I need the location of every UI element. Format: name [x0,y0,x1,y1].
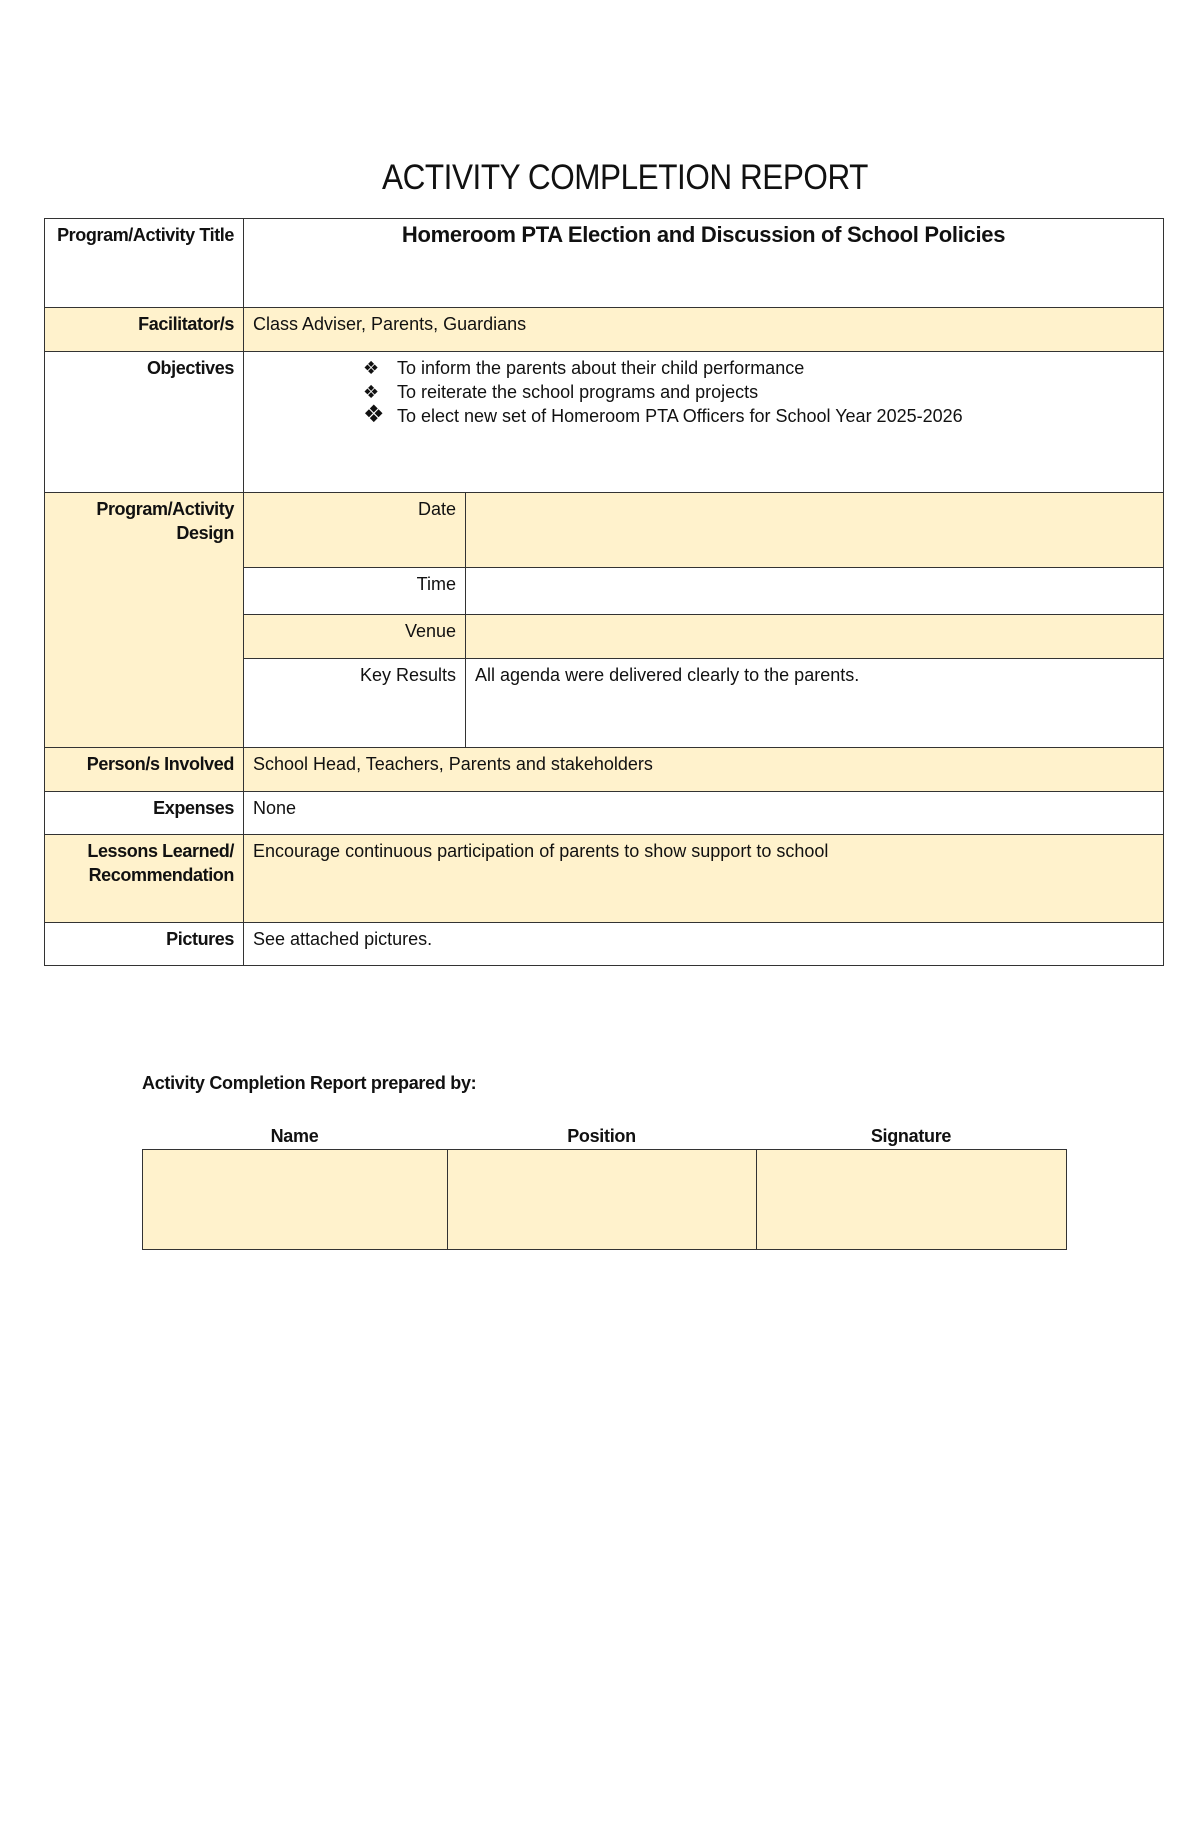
objective-text: To inform the parents about their child performance [397,358,805,378]
signature-field[interactable] [757,1150,1067,1250]
persons-value: School Head, Teachers, Parents and stakeholders [244,748,1164,792]
objectives-label: Objectives [45,352,244,493]
row-lessons [45,835,1164,923]
position-field[interactable] [448,1150,757,1250]
signoff-table [142,1149,1067,1250]
pictures-label: Pictures [45,923,244,966]
objective-item [363,380,1154,404]
program-title-value: Homeroom PTA Election and Discussion of School Policies [244,219,1164,308]
row-persons-involved [45,748,1164,792]
program-title-label: Program/Activity Title [45,219,244,308]
row-design-date [45,493,1164,568]
key-results-value: All agenda were delivered clearly to the parents. [466,659,1164,748]
signature-column-header: Signature [870,1126,952,1146]
persons-label: Person/s Involved [45,748,244,792]
prepared-by-label: Activity Completion Report prepared by: [142,1073,477,1093]
time-label: Time [244,568,466,615]
position-column-header: Position [567,1126,636,1146]
row-facilitators [45,308,1164,352]
design-label: Program/Activity Design [45,493,244,748]
lessons-label: Lessons Learned/ Recommendation [45,835,244,923]
name-column-header: Name [270,1126,319,1146]
time-value [466,568,1164,615]
key-results-label: Key Results [244,659,466,748]
date-label: Date [244,493,466,568]
objective-text: To reiterate the school programs and projects [397,382,759,402]
objective-item [363,401,1154,428]
venue-label: Venue [244,615,466,659]
row-pictures [45,923,1164,966]
lessons-value: Encourage continuous participation of parents to show support to school [244,835,1164,923]
expenses-value: None [244,792,1164,835]
objectives-list [253,356,1154,428]
objective-item [363,356,1154,380]
page-title: ACTIVITY COMPLETION REPORT [382,158,868,197]
venue-value [466,615,1164,659]
name-field[interactable] [143,1150,448,1250]
facilitators-value: Class Adviser, Parents, Guardians [244,308,1164,352]
pictures-value: See attached pictures. [244,923,1164,966]
diamond-bullet-icon: ❖ [363,401,385,428]
expenses-label: Expenses [45,792,244,835]
objective-text: To elect new set of Homeroom PTA Officers for School Year 2025-2026 [397,406,963,426]
row-program-title [45,219,1164,308]
row-expenses [45,792,1164,835]
diamond-bullet-icon: ❖ [363,358,380,378]
diamond-bullet-icon: ❖ [363,382,380,402]
objectives-cell [244,352,1164,493]
facilitators-label: Facilitator/s [45,308,244,352]
date-value [466,493,1164,568]
report-table [44,218,1164,966]
row-objectives [45,352,1164,493]
